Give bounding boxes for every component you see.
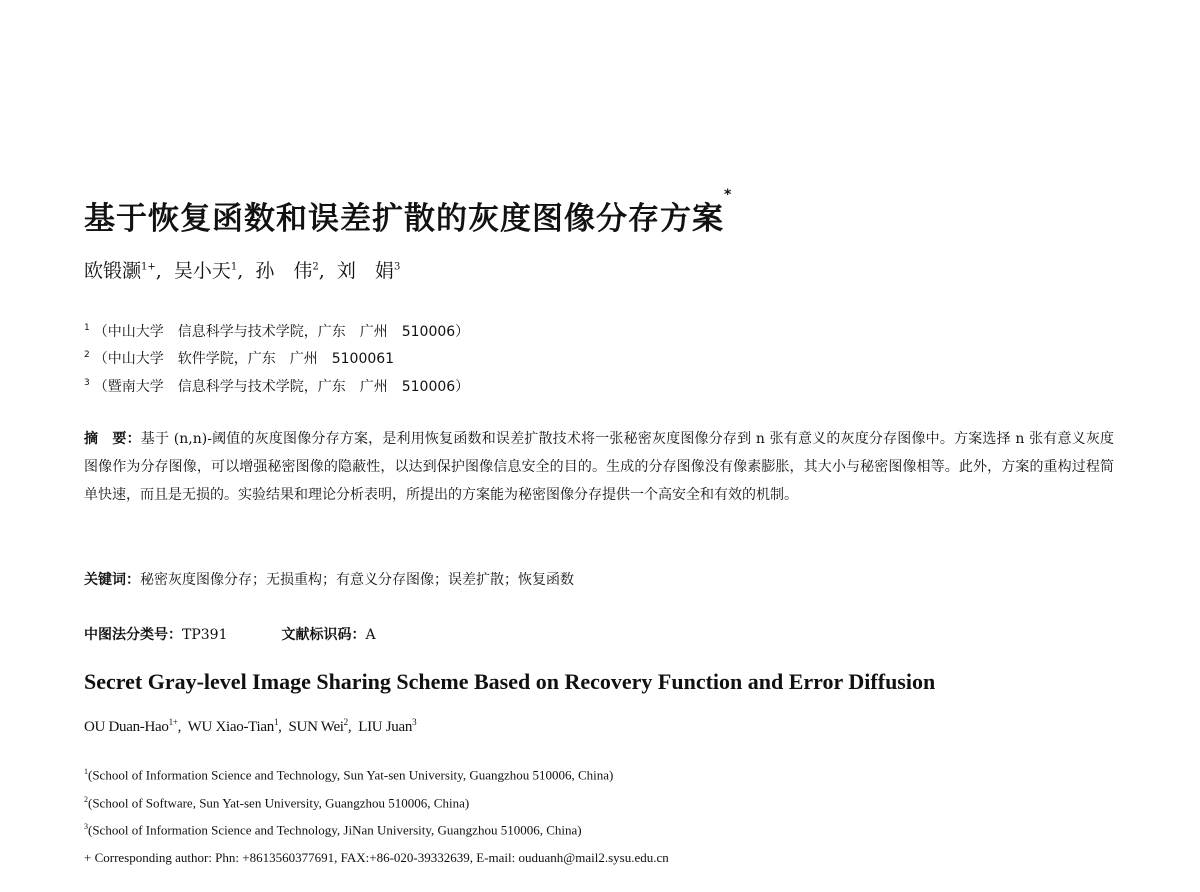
keywords-label: 关键词：	[84, 572, 140, 588]
affiliation-number: 1	[84, 767, 88, 776]
classification-line	[84, 624, 376, 644]
affiliation-text: (School of Software, Sun Yat-sen University, Guangzhou 510006, China)	[88, 795, 470, 811]
clc-value: TP391	[182, 627, 228, 643]
affiliation-number: 1	[84, 323, 90, 334]
doc-code-label: 文献标识码：	[281, 627, 366, 643]
author-affiliation-mark: 1	[230, 261, 238, 273]
english-author-list: OU Duan-Hao$^{1+}$, WU Xiao-Tian$^1$, SUN Wei$^2$, LIU Juan$^3$	[84, 717, 417, 735]
chinese-author: 刘 娟	[336, 260, 394, 282]
author-affiliation-mark: 3	[393, 261, 401, 273]
chinese-author: 吴小天	[173, 260, 231, 282]
chinese-affiliation	[84, 376, 469, 396]
english-author: OU Duan-Hao	[84, 719, 169, 735]
english-affiliation	[84, 822, 582, 838]
chinese-abstract	[84, 425, 1114, 509]
keywords-text: 秘密灰度图像分存；无损重构；有意义分存图像；误差扩散；恢复函数	[140, 572, 574, 588]
affiliation-text: （中山大学 信息科学与技术学院，广东 广州 510006）	[93, 324, 470, 340]
english-author: WU Xiao-Tian	[187, 719, 274, 735]
affiliation-number: 2	[84, 795, 88, 804]
english-author: SUN Wei	[288, 719, 344, 735]
affiliation-text: （暨南大学 信息科学与技术学院，广东 广州 510006）	[93, 379, 470, 395]
corresponding-author: + Corresponding author: Phn: +8613560377691, FAX:+86-020-39332639, E-mail: ouduanh@mail2.sysu.edu.cn	[84, 850, 669, 865]
title-footnote-mark: *	[724, 187, 733, 203]
chinese-author-list: 欧锻灏$^{1+}$, 吴小天$^1$, 孙 伟$^2$, 刘 娟$^3$	[84, 260, 401, 282]
affiliation-text: （中山大学 软件学院，广东 广州 5100061	[93, 351, 395, 367]
chinese-affiliation	[84, 348, 394, 368]
english-affiliation	[84, 795, 469, 811]
affiliation-number: 2	[84, 350, 90, 361]
affiliation-text: (School of Information Science and Technology, Sun Yat-sen University, Guangzhou 510006, China)	[88, 767, 614, 783]
doc-code-value: A	[365, 627, 376, 643]
clc-label: 中图法分类号：	[84, 627, 182, 643]
author-affiliation-mark: 1	[273, 717, 279, 727]
chinese-title	[84, 187, 733, 238]
english-author: LIU Juan	[358, 719, 413, 735]
affiliation-text: (School of Information Science and Technology, JiNan University, Guangzhou 510006, China)	[88, 822, 582, 838]
author-affiliation-mark: 3	[412, 717, 417, 727]
chinese-author: 欧锻灏	[84, 260, 142, 282]
abstract-text: 基于 (n,n)-阈值的灰度图像分存方案，是利用恢复函数和误差扩散技术将一张秘密灰度图像分存到 n 张有意义的灰度分存图像中。方案选择 n 张有意义灰度图像作为分存图像，可以增强秘密图像的隐蔽性，以达到保护图像信息安全的目的。生成的分存图像没有像素膨胀，其大小与秘密图像相等。此外，方案的重构过程简单快速，而且是无损的。实验结果和理论分析表明，所提出的方案能为秘密图像分存提供一个高安全和有效的机制。	[84, 431, 1115, 503]
chinese-affiliation	[84, 321, 469, 341]
author-affiliation-mark: 1+	[141, 261, 156, 273]
author-affiliation-mark: 1+	[168, 717, 178, 727]
affiliation-number: 3	[84, 378, 90, 389]
chinese-author: 孙 伟	[255, 260, 313, 282]
abstract-label: 摘 要：	[84, 431, 141, 447]
author-affiliation-mark: 2	[343, 717, 348, 727]
chinese-title-text: 基于恢复函数和误差扩散的灰度图像分存方案	[84, 201, 724, 237]
english-affiliation	[84, 767, 613, 783]
affiliation-number: 3	[84, 822, 88, 831]
english-title: Secret Gray-level Image Sharing Scheme Based on Recovery Function and Error Diffusion	[84, 669, 936, 694]
chinese-keywords	[84, 569, 574, 589]
author-affiliation-mark: 2	[312, 261, 319, 273]
